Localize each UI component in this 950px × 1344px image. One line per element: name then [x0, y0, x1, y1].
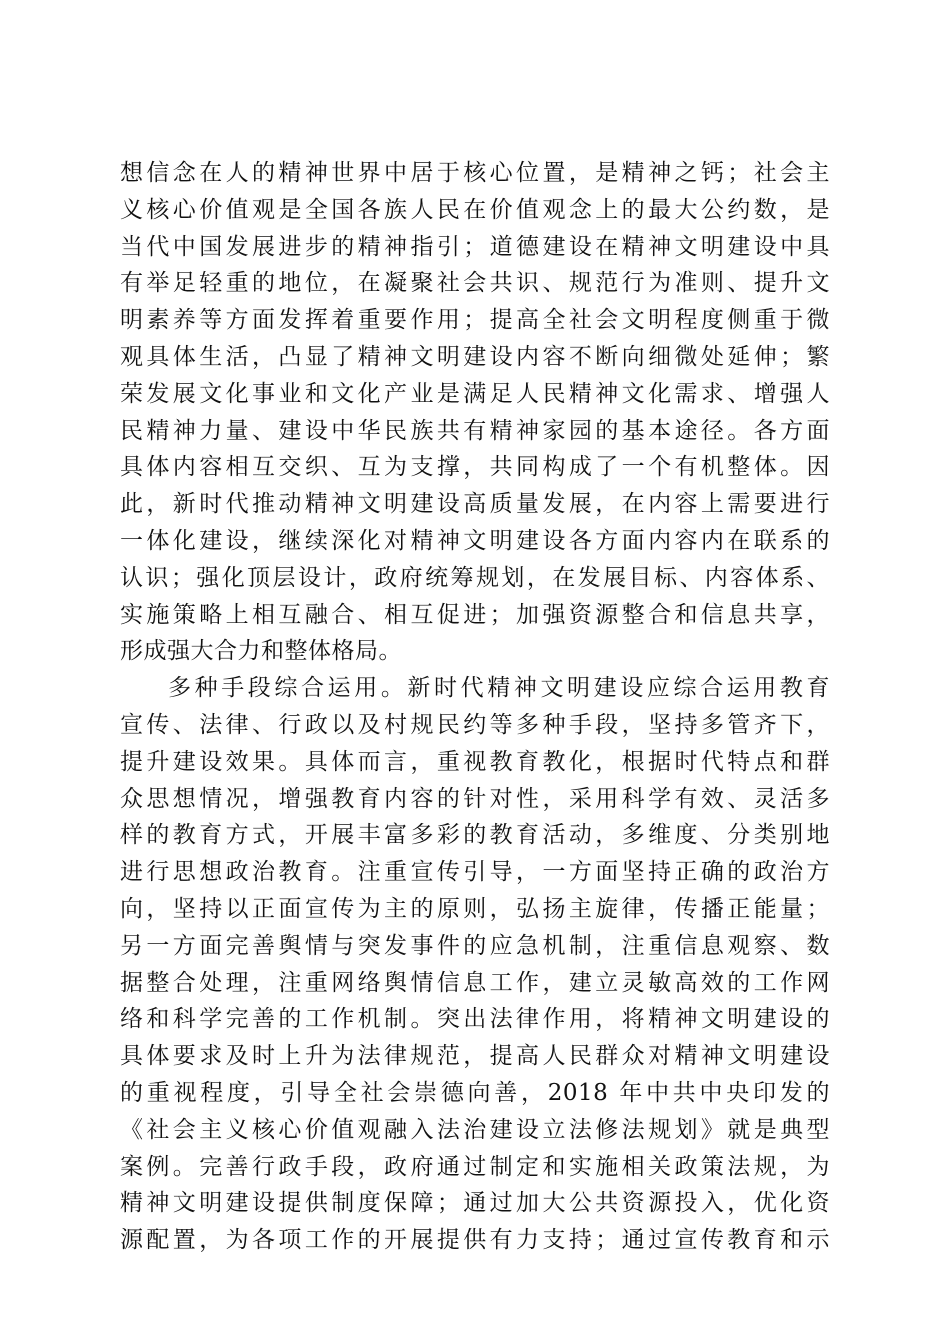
text-line: 进行思想政治教育。注重宣传引导，一方面坚持正确的政治方: [120, 859, 830, 886]
text-line: 当代中国发展进步的精神指引；道德建设在精神文明建设中具: [120, 233, 830, 260]
text-line: 精神文明建设提供制度保障；通过加大公共资源投入，优化资: [120, 1190, 830, 1217]
text-line: 源配置，为各项工作的开展提供有力支持；通过宣传教育和示: [120, 1227, 830, 1254]
text-line: 宣传、法律、行政以及村规民约等多种手段，坚持多管齐下，: [120, 711, 830, 738]
text-line: 多种手段综合运用。新时代精神文明建设应综合运用教育: [168, 675, 830, 702]
text-line: 义核心价值观是全国各族人民在价值观念上的最大公约数，是: [120, 196, 830, 223]
text-line: 络和科学完善的工作机制。突出法律作用，将精神文明建设的: [120, 1006, 830, 1033]
text-line: 想信念在人的精神世界中居于核心位置，是精神之钙；社会主: [120, 160, 830, 186]
text-line: 一体化建设，继续深化对精神文明建设各方面内容内在联系的: [120, 527, 830, 554]
paragraph-2: [120, 670, 830, 1259]
text-line: 明素养等方面发挥着重要作用；提高全社会文明程度侧重于微: [120, 307, 830, 334]
text-line: 有举足轻重的地位，在凝聚社会共识、规范行为准则、提升文: [120, 270, 830, 297]
body-text: [120, 155, 830, 1259]
text-line: 众思想情况，增强教育内容的针对性，采用科学有效、灵活多: [120, 785, 830, 812]
text-line: 向，坚持以正面宣传为主的原则，弘扬主旋律，传播正能量；: [120, 895, 830, 922]
paragraph-1: [120, 155, 830, 670]
text-line: 荣发展文化事业和文化产业是满足人民精神文化需求、增强人: [120, 380, 830, 407]
text-line: 的重视程度，引导全社会崇德向善，2018 年中共中央印发的: [120, 1079, 830, 1106]
text-line: 样的教育方式，开展丰富多彩的教育活动，多维度、分类别地: [120, 822, 830, 849]
text-line: 认识；强化顶层设计，政府统筹规划，在发展目标、内容体系、: [120, 564, 830, 591]
text-line: 《社会主义核心价值观融入法治建设立法修法规划》就是典型: [120, 1116, 830, 1143]
text-line: 此，新时代推动精神文明建设高质量发展，在内容上需要进行: [120, 491, 830, 518]
text-line: 提升建设效果。具体而言，重视教育教化，根据时代特点和群: [120, 748, 830, 775]
text-line: 另一方面完善舆情与突发事件的应急机制，注重信息观察、数: [120, 932, 830, 959]
text-line: 具体要求及时上升为法律规范，提高人民群众对精神文明建设: [120, 1043, 830, 1070]
text-line: 观具体生活，凸显了精神文明建设内容不断向细微处延伸；繁: [120, 343, 830, 370]
text-line: 据整合处理，注重网络舆情信息工作，建立灵敏高效的工作网: [120, 969, 830, 996]
text-line: 形成强大合力和整体格局。: [120, 638, 402, 665]
text-line: 实施策略上相互融合、相互促进；加强资源整合和信息共享，: [120, 601, 830, 628]
text-line: 民精神力量、建设中华民族共有精神家园的基本途径。各方面: [120, 417, 830, 444]
text-line: 案例。完善行政手段，政府通过制定和实施相关政策法规，为: [120, 1153, 830, 1180]
text-line: 具体内容相互交织、互为支撑，共同构成了一个有机整体。因: [120, 454, 830, 481]
